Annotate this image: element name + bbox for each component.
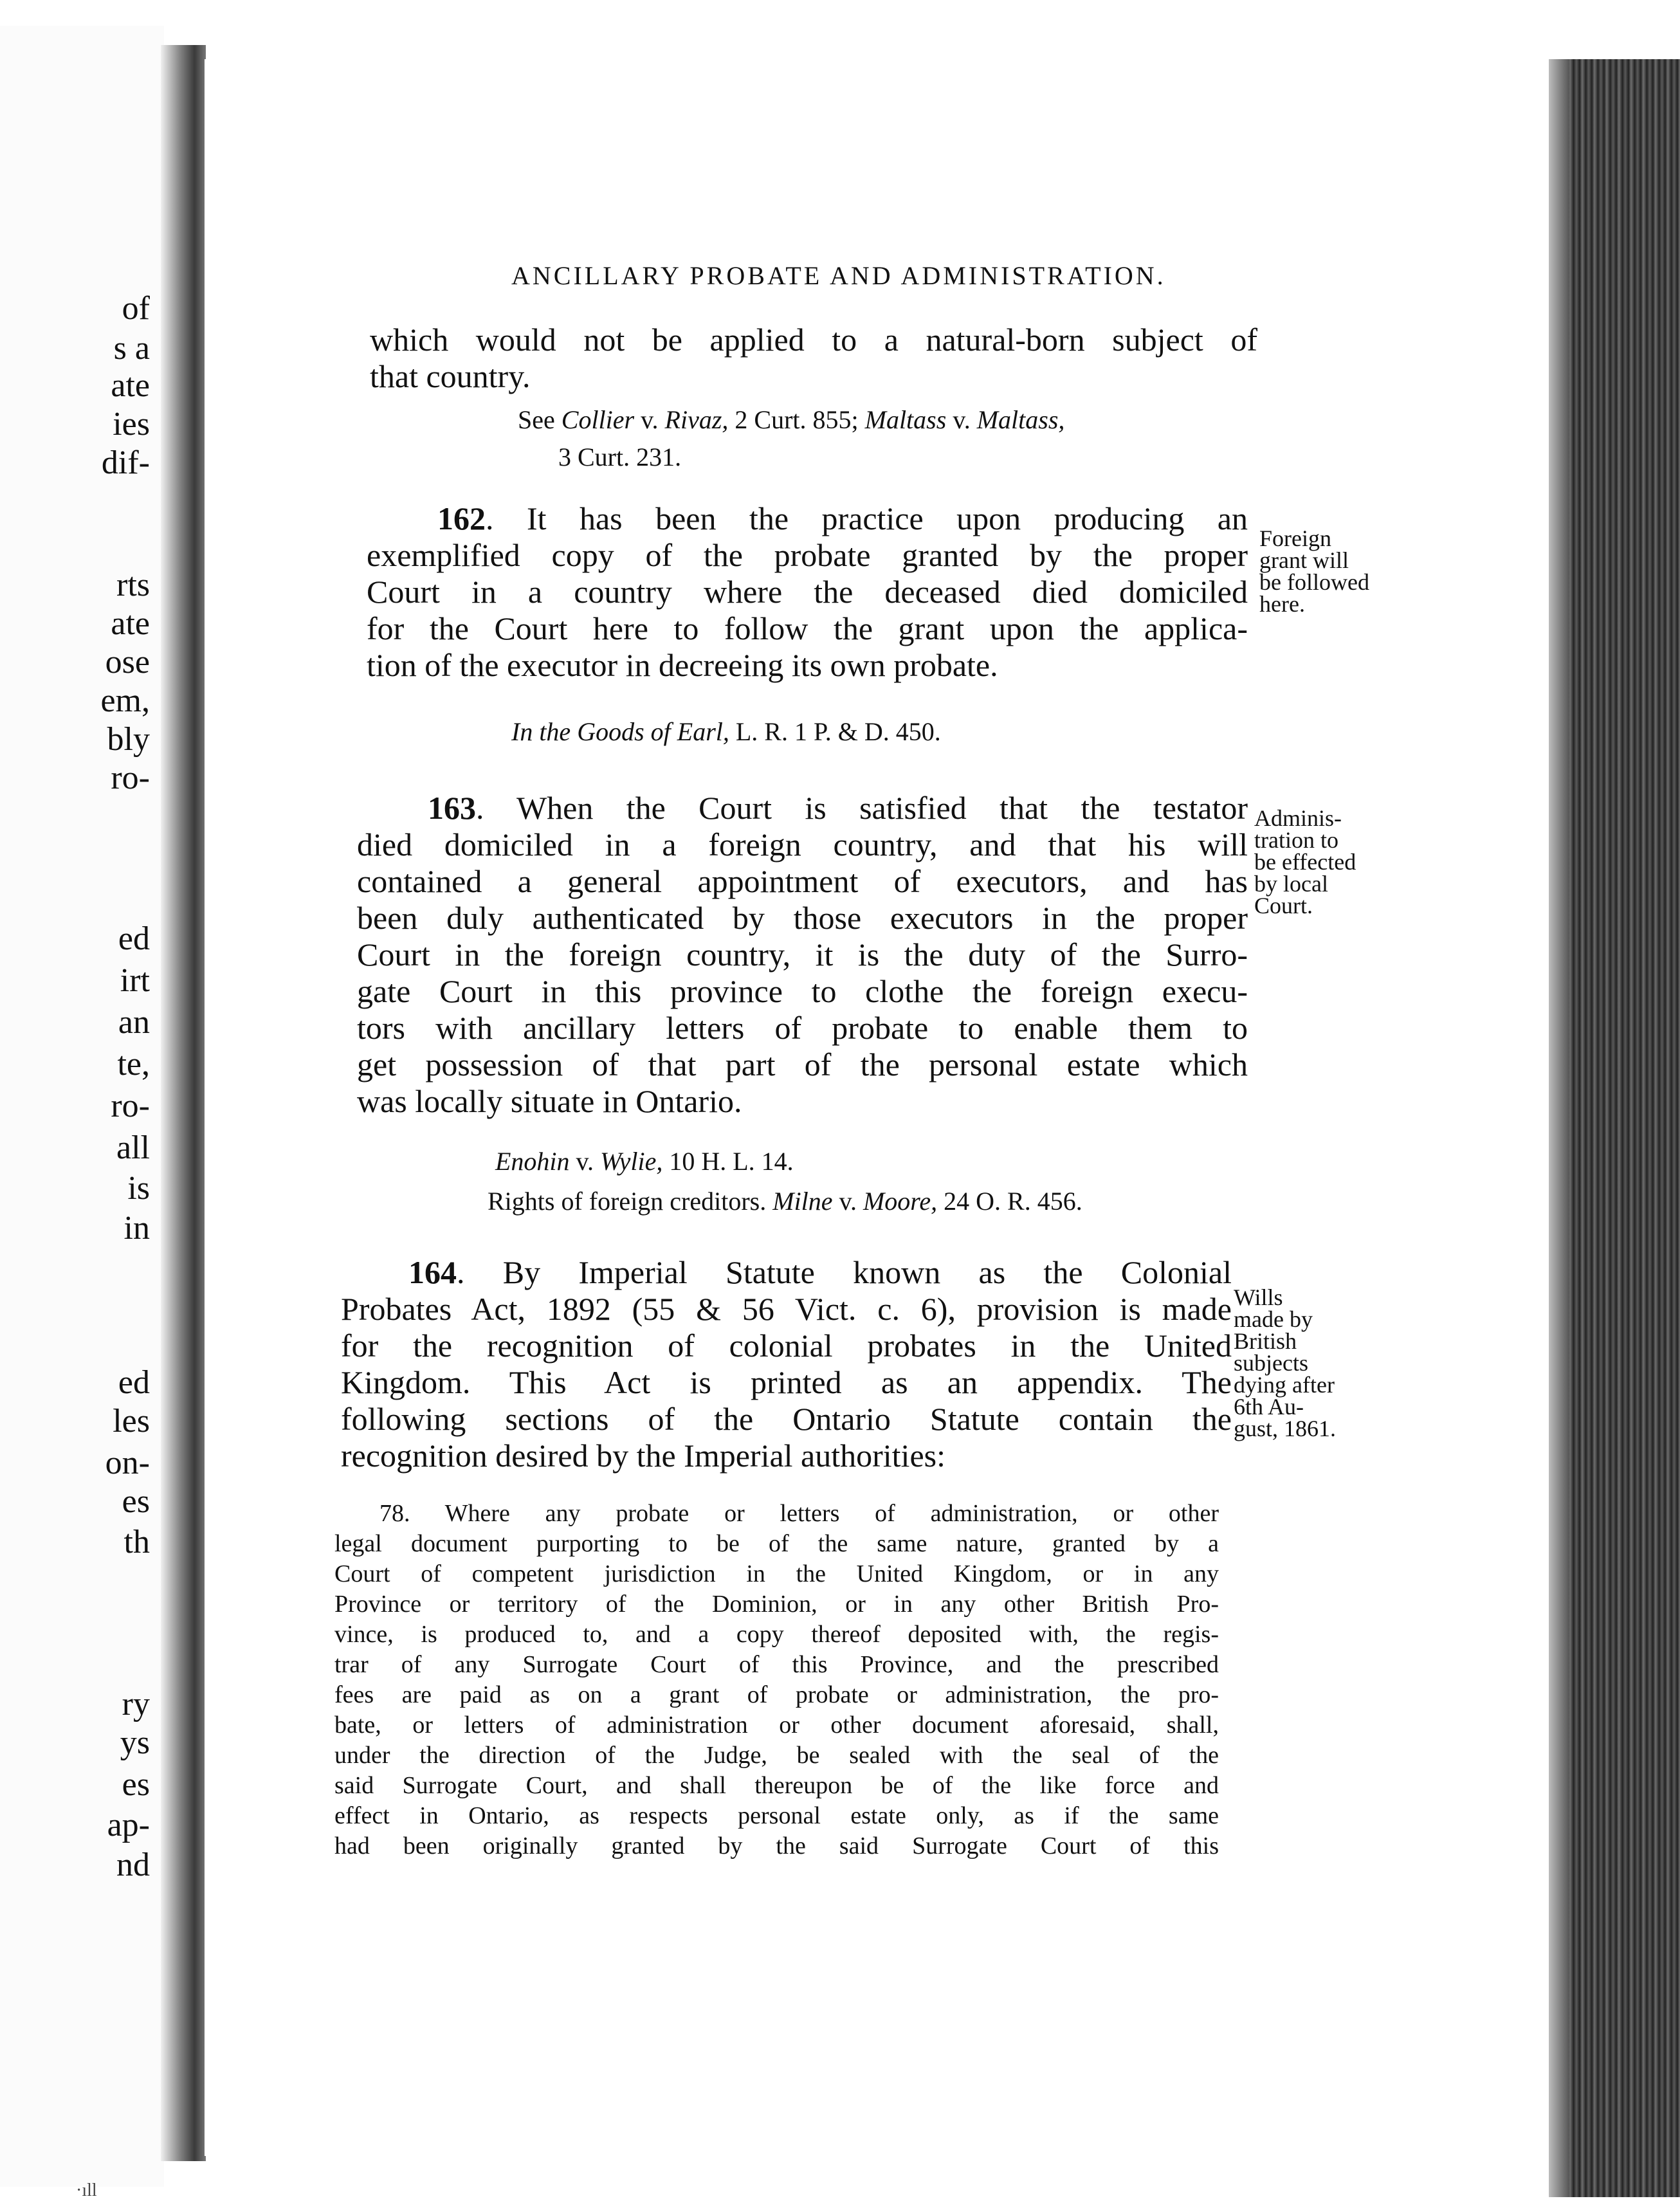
s162-line-2: exemplified copy of the probate granted by the proper <box>367 537 1248 573</box>
s78-line-2: legal document purporting to be of the same nature, granted by a <box>334 1530 1219 1557</box>
s163-line-8: get possession of that part of the personal estate which <box>357 1046 1248 1082</box>
s164-line-3: for the recognition of colonial probates in the United <box>341 1328 1232 1364</box>
left-page-fragment: ed <box>118 1364 150 1401</box>
s163-line-7: tors with ancillary letters of probate to enable them to <box>357 1010 1248 1046</box>
left-page-fragment: ro- <box>111 1088 150 1124</box>
s164-line-2: Probates Act, 1892 (55 & 56 Vict. c. 6), provision is made <box>341 1291 1232 1327</box>
left-page-fragment: on- <box>105 1445 150 1481</box>
s78-line-1: 78. Where any probate or letters of administration, or other <box>379 1500 1219 1527</box>
left-page-fragment: ap- <box>107 1807 150 1843</box>
s78-line-5: vince, is produced to, and a copy thereof deposited with, the regis- <box>334 1621 1219 1648</box>
left-page-fragment: es <box>122 1483 150 1520</box>
s162-line-1: 162. It has been the practice upon producing an <box>437 500 1248 536</box>
intro-citation-2: 3 Curt. 231. <box>558 443 682 471</box>
s78-line-6: trar of any Surrogate Court of this Province, and the prescribed <box>334 1651 1219 1678</box>
left-page-fragment: irt <box>120 962 150 999</box>
section-number-164: 164 <box>408 1254 457 1290</box>
s163-line-1: 163. When the Court is satisfied that the testator <box>428 790 1248 826</box>
s163-line-4: been duly authenticated by those executors in the proper <box>357 900 1248 936</box>
left-page-fragment: ose <box>105 644 150 680</box>
left-page-fragment: ys <box>120 1724 150 1761</box>
s164-margin-note: Wills made by British subjects dying after 6th Au- gust, 1861. <box>1234 1284 1337 1441</box>
s78-line-3: Court of competent jurisdiction in the United Kingdom, or in any <box>334 1560 1219 1587</box>
s162-line-5: tion of the executor in decreeing its own probate. <box>367 647 998 683</box>
left-page-fragment: rts <box>116 567 150 603</box>
book-gutter <box>161 45 206 2161</box>
section-number-162: 162 <box>437 500 486 536</box>
left-page-edge <box>0 26 164 2187</box>
s163-margin-note: Adminis- tration to be effected by local Court. <box>1254 805 1356 918</box>
left-page-fragment: em, <box>100 682 150 719</box>
left-page-fragment: ate <box>111 605 150 642</box>
intro-line-2: that country. <box>370 358 531 394</box>
s164-line-6: recognition desired by the Imperial authorities: <box>341 1438 945 1474</box>
s163-line-3: contained a general appointment of executors, and has <box>357 863 1248 899</box>
statute-section-78 <box>334 1499 1219 1861</box>
left-page-fragment: of <box>122 290 150 327</box>
s164-line-4: Kingdom. This Act is printed as an appendix. The <box>341 1364 1232 1400</box>
left-page-fragment: bly <box>107 721 150 758</box>
left-page-fragment: ate <box>111 367 150 404</box>
page-stack-edge <box>1549 59 1680 2197</box>
bottom-scan-mark: ·ıll <box>76 2180 97 2200</box>
section-163 <box>357 790 1248 1120</box>
left-page-fragment: dif- <box>101 444 150 481</box>
s163-line-2: died domiciled in a foreign country, and that his will <box>357 827 1248 863</box>
s78-line-10: said Surrogate Court, and shall thereupon be of the like force and <box>334 1772 1219 1799</box>
left-page-fragment: is <box>127 1170 150 1207</box>
left-page-fragment: ies <box>113 406 150 443</box>
s162-margin-note: Foreign grant will be followed here. <box>1259 525 1369 617</box>
s162-line-4: for the Court here to follow the grant upon the applica- <box>367 610 1248 646</box>
s163-line-6: gate Court in this province to clothe the foreign execu- <box>357 973 1248 1009</box>
left-page-fragment: ry <box>122 1686 150 1722</box>
s163-citation-2: Rights of foreign creditors. Milne v. Moore, 24 O. R. 456. <box>488 1187 1082 1216</box>
s78-line-7: fees are paid as on a grant of probate or administration, the pro- <box>334 1681 1219 1708</box>
s162-line-3: Court in a country where the deceased died domiciled <box>367 574 1248 610</box>
s78-line-4: Province or territory of the Dominion, or in any other British Pro- <box>334 1591 1219 1618</box>
left-page-fragment: es <box>122 1766 150 1803</box>
left-page-fragment: les <box>113 1403 150 1439</box>
left-page-fragment: ed <box>118 920 150 957</box>
intro-citation-1: See Collier v. Rivaz, 2 Curt. 855; Maltass v. Maltass, <box>518 405 1065 434</box>
intro-paragraph <box>370 322 1257 395</box>
left-page-fragment: th <box>123 1524 150 1560</box>
left-page-fragment: in <box>123 1210 150 1247</box>
section-162 <box>367 500 1248 684</box>
left-page-fragment: all <box>116 1129 150 1166</box>
s78-line-8: bate, or letters of administration or other document aforesaid, shall, <box>334 1712 1219 1739</box>
s164-line-1: 164. By Imperial Statute known as the Colonial <box>408 1254 1232 1290</box>
s164-line-5: following sections of the Ontario Statute contain the <box>341 1401 1232 1437</box>
section-number-163: 163 <box>428 790 476 826</box>
s163-line-5: Court in the foreign country, it is the duty of the Surro- <box>357 936 1248 973</box>
s78-line-9: under the direction of the Judge, be sealed with the seal of the <box>334 1742 1219 1769</box>
left-page-fragment: an <box>118 1004 150 1041</box>
s162-citation: In the Goods of Earl, L. R. 1 P. & D. 450. <box>511 717 941 746</box>
section-164 <box>341 1254 1232 1474</box>
s163-line-9: was locally situate in Ontario. <box>357 1083 742 1119</box>
running-head: ANCILLARY PROBATE AND ADMINISTRATION. <box>511 261 1166 290</box>
left-page-fragment: te, <box>117 1046 150 1082</box>
intro-line-1: which would not be applied to a natural-born subject of <box>370 322 1257 358</box>
left-page-fragment: s a <box>113 330 150 367</box>
s163-citation-1: Enohin v. Wylie, 10 H. L. 14. <box>495 1147 794 1176</box>
left-page-fragment: ro- <box>111 760 150 796</box>
s78-line-12: had been originally granted by the said Surrogate Court of this <box>334 1832 1219 1859</box>
s78-line-11: effect in Ontario, as respects personal estate only, as if the same <box>334 1802 1219 1829</box>
left-page-fragment: nd <box>116 1847 150 1883</box>
